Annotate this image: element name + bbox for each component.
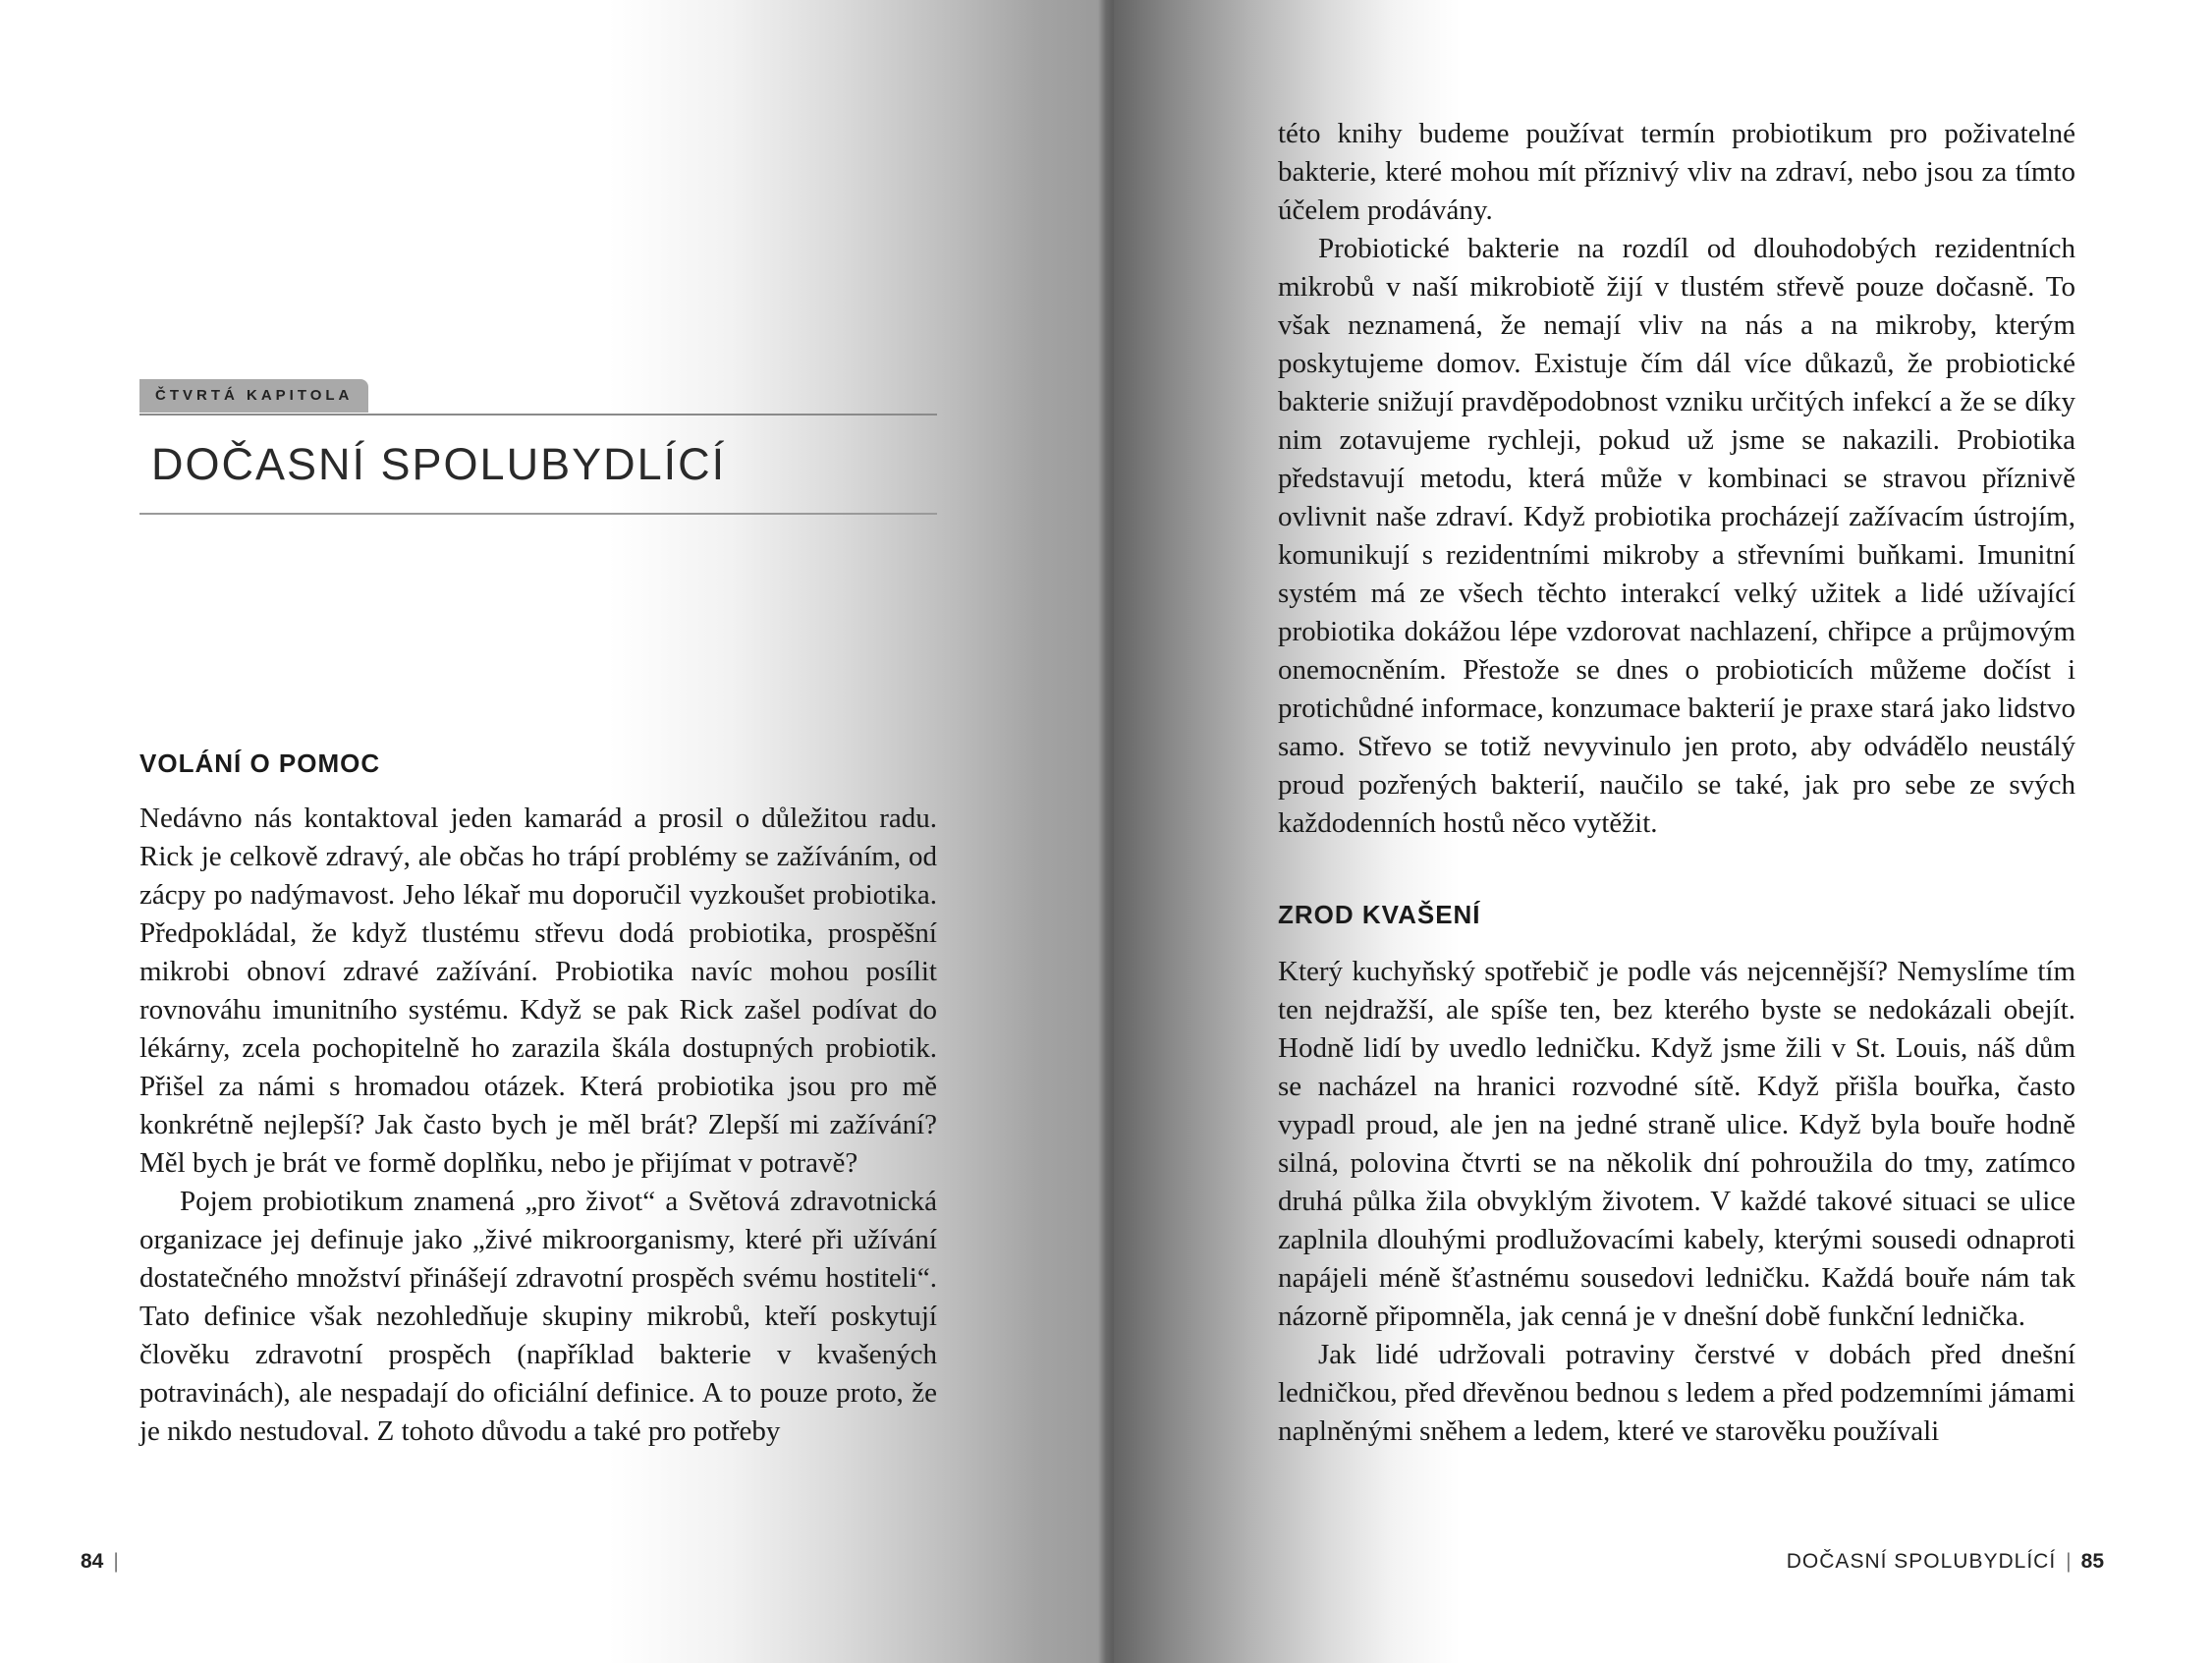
right-folio bbox=[1787, 1550, 2104, 1574]
paragraph: Pojem probiotikum znamená „pro život“ a Světová zdravotnická organizace jej definuje jako „živé mikroorganismy, které při užívání dostatečného množství přinášejí zdravotní prospěch svému hostiteli“. Tato definice však nezohledňuje skupiny mikrobů, kteří poskytují člověku zdravotní prospěch (například bakterie v kvašených potravinách), ale nespadají do oficiální definice. A to pouze proto, že je nikdo nestudoval. Z tohoto důvodu a také pro potřeby bbox=[139, 1186, 937, 1447]
running-title: DOČASNÍ SPOLUBYDLÍCÍ bbox=[1786, 1550, 2057, 1573]
folio-separator: | bbox=[2066, 1550, 2072, 1573]
left-folio bbox=[81, 1550, 119, 1574]
page-number-left: 84 bbox=[81, 1550, 104, 1573]
book-gutter bbox=[1098, 0, 1114, 1663]
chapter-rule-bottom bbox=[139, 513, 937, 515]
chapter-title: DOČASNÍ SPOLUBYDLÍCÍ bbox=[151, 439, 727, 489]
chapter-rule-top bbox=[139, 414, 937, 416]
paragraph: Probiotické bakterie na rozdíl od dlouhodobých rezidentních mikrobů v naší mikrobiotě žijí v tlustém střevě pouze dočasně. To však neznamená, že nemají vliv na nás a na mikroby, kterým poskytujeme domov. Existuje čím dál více důkazů, že probiotické bakterie snižují pravděpodobnost vzniku určitých infekcí a že se díky nim zotavujeme rychleji, pokud už jsme se nakazili. Probiotika představují metodu, která může v kombinaci se stravou příznivě ovlivnit naše zdraví. Když probiotika procházejí zažívacím ústrojím, komunikují s rezidentními mikroby a střevními buňkami. Imunitní systém má ze všech těchto interakcí velký užitek a lidé užívající probiotika dokážou lépe vzdorovat nachlazení, chřipce a průjmovým onemocněním. Přestože se dnes o probioticích můžeme dočíst i protichůdné informace, konzumace bakterií je praxe stará jako lidstvo samo. Střevo se totiž nevyvinulo jen proto, aby odvádělo neustálý proud pozřených bakterií, naučilo se také, jak pro sebe ze svých každodenních hostů něco vytěžit. bbox=[1278, 233, 2075, 839]
paragraph: této knihy budeme používat termín probiotikum pro poživatelné bakterie, které mohou mít příznivý vliv na zdraví, nebo jsou za tímto účelem prodávány. bbox=[1278, 118, 2075, 226]
paragraph: Jak lidé udržovali potraviny čerstvé v dobách před dnešní ledničkou, před dřevěnou bednou s ledem a před podzemními jámami naplněnými sněhem a ledem, které ve starověku používali bbox=[1278, 1339, 2075, 1447]
page-number-right: 85 bbox=[2080, 1550, 2104, 1573]
section-heading-volani-o-pomoc: VOLÁNÍ O POMOC bbox=[139, 748, 381, 778]
left-body-text bbox=[139, 800, 937, 1451]
chapter-label: ČTVRTÁ KAPITOLA bbox=[139, 379, 368, 413]
paragraph: Který kuchyňský spotřebič je podle vás nejcennější? Nemyslíme tím ten nejdražší, ale spíše ten, bez kterého byste se nedokázali obejít. Hodně lidí by uvedlo ledničku. Když jsme žili v St. Louis, náš dům se nacházel na hranici rozvodné sítě. Když přišla bouřka, často vypadl proud, ale jen na jedné straně ulice. Když byla bouře hodně silná, polovina čtvrti se na několik dní pohroužila do tmy, zatímco druhá půlka žila obvyklým životem. V každé takové situaci se ulice zaplnila dlouhými prodlužovacími kabely, kterými sousedi odnaproti napájeli méně šťastnému sousedovi ledničku. Každá bouře nám tak názorně připomněla, jak cenná je v dnešní době funkční lednička. bbox=[1278, 956, 2075, 1332]
right-body-text-bottom bbox=[1278, 953, 2075, 1451]
folio-separator: | bbox=[113, 1550, 119, 1573]
section-heading-zrod-kvaseni: ZROD KVAŠENÍ bbox=[1278, 900, 1481, 929]
paragraph: Nedávno nás kontaktoval jeden kamarád a prosil o důležitou radu. Rick je celkově zdravý, ale občas ho trápí problémy se zažíváním, od zácpy po nadýmavost. Jeho lékař mu doporučil vyzkoušet probiotika. Předpokládal, že když tlustému střevu dodá probiotika, prospěšní mikrobi obnoví zdravé zažívání. Probiotika navíc mohou posílit rovnováhu imunitního systému. Když se pak Rick zašel podívat do lékárny, zcela pochopitelně ho zarazila škála dostupných probiotik. Přišel za námi s hromadou otázek. Která probiotika jsou pro mě konkrétně nejlepší? Jak často bych je měl brát? Zlepší mi zažívání? Měl bych je brát ve formě doplňku, nebo je přijímat v potravě? bbox=[139, 803, 937, 1179]
right-body-text-top bbox=[1278, 115, 2075, 843]
